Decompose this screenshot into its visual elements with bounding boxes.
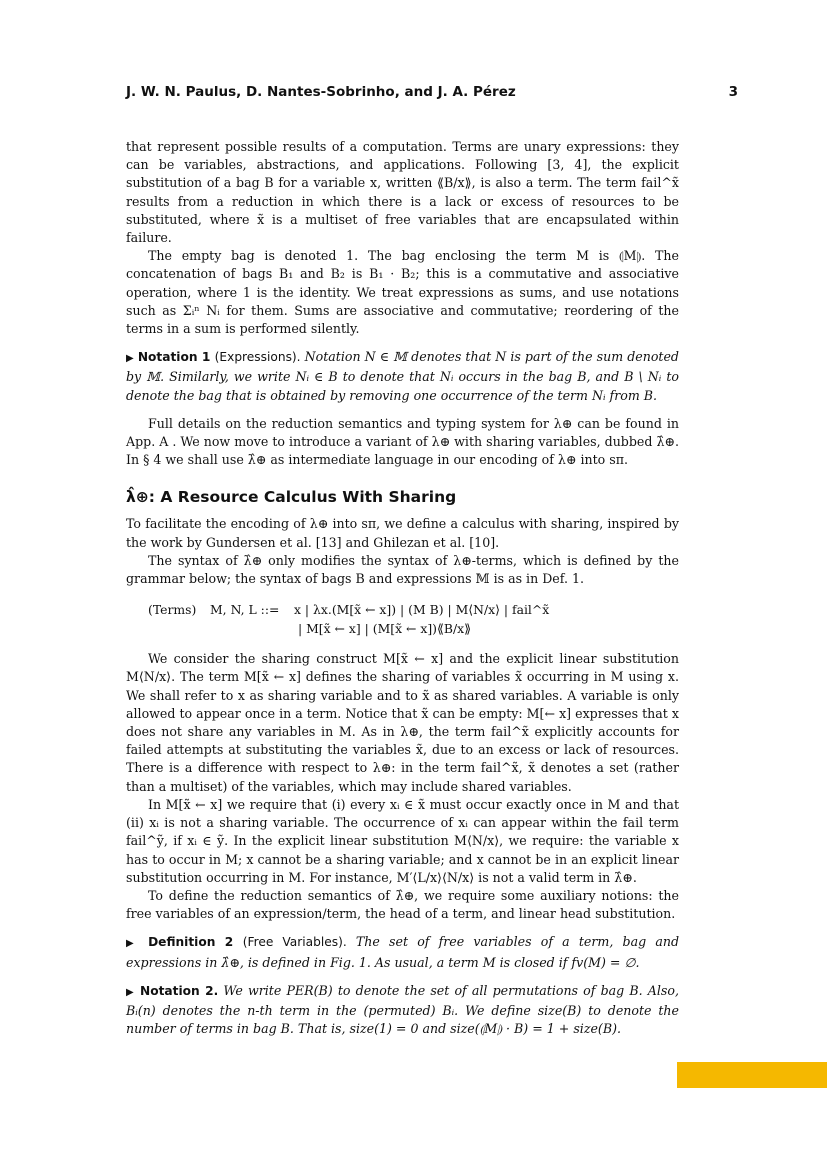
page-body bbox=[126, 138, 679, 1038]
authors: J. W. N. Paulus, D. Nantes-Sobrinho, and J. A. Pérez bbox=[126, 84, 516, 100]
definition-2 bbox=[126, 933, 679, 971]
notation-1-text: Notation N ∈ 𝕄 denotes that N is part of the sum denoted by 𝕄. Similarly, we write Nᵢ ∈ B to denote that Nᵢ occurs in the bag B, and B \ Nᵢ to denote the bag that is obtained by removing one occurrence of the term Nᵢ from B. bbox=[126, 349, 679, 403]
definition-2-text: The set of free variables of a term, bag and expressions in λ̂⊕, is defined in Fig. 1. As usual, a term M is closed if fv(M) = ∅. bbox=[126, 934, 679, 970]
triangle-icon: ▶ bbox=[126, 353, 134, 365]
grammar-line-1: x | λx.(M[x̃ ← x]) | (M B) | M⟨N/x⟩ | fail^x̃ bbox=[294, 602, 550, 618]
paragraph-1: that represent possible results of a computation. Terms are unary expressions: they can be variables, abstractions, and applications. Following [3, 4], the explicit substitution of a bag B for a variable x, written ⟪B/x⟫, is also a term. The term fail^x̃ results from a reduction in which there is a lack or excess of resources to be substituted, where x̃ is a multiset of free variables that are encapsulated within failure. bbox=[126, 139, 679, 246]
grammar-lhs: M, N, L ::= bbox=[210, 602, 280, 618]
notation-2 bbox=[126, 982, 679, 1039]
paragraph-3: Full details on the reduction semantics and typing system for λ⊕ can be found in App. A . We now move to introduce a variant of λ⊕ with sharing variables, dubbed λ̂⊕. In § 4 we shall use λ̂⊕ as intermediate language in our encoding of λ⊕ into sπ. bbox=[126, 415, 679, 468]
triangle-icon: ▶ bbox=[126, 986, 135, 998]
paragraph-5: The syntax of λ̂⊕ only modifies the syntax of λ⊕-terms, which is defined by the grammar below; the syntax of bags B and expressions 𝕄 is as in Def. 1. bbox=[126, 552, 679, 587]
definition-2-label: Definition 2 bbox=[148, 935, 234, 950]
notation-2-text: We write PER(B) to denote the set of all permutations of bag B. Also, Bᵢ(n) denotes the n-th term in the (permuted) Bᵢ. We define size(B) to denote the number of terms in bag B. That is, size(1) = 0 and size(⦇M⦈ · B) = 1 + size(B). bbox=[126, 982, 679, 1037]
section-title: λ̂⊕: A Resource Calculus With Sharing bbox=[126, 488, 457, 507]
running-head bbox=[126, 84, 738, 100]
paragraph-4: To facilitate the encoding of λ⊕ into sπ, we define a calculus with sharing, inspired by the work by Gundersen et al. [13] and Ghilezan et al. [10]. bbox=[126, 516, 679, 550]
grammar-line-2: | M[x̃ ← x] | (M[x̃ ← x])⟪B/x⟫ bbox=[298, 621, 472, 637]
notation-1-title: (Expressions). bbox=[214, 350, 301, 365]
triangle-icon: ▶ bbox=[126, 938, 139, 950]
notation-1 bbox=[126, 348, 679, 405]
paragraph-8: To define the reduction semantics of λ̂⊕, we require some auxiliary notions: the free variables of an expression/term, the head of a term, and linear head substitution. bbox=[126, 887, 679, 922]
notation-1-label: Notation 1 bbox=[137, 350, 211, 365]
paragraph-6: We consider the sharing construct M[x̃ ← x] and the explicit linear substitution M⟨N/x⟩. The term M[x̃ ← x] defines the sharing of variables x̃ occurring in M using x. We shall refer to x as sharing variable and to x̃ as shared variables. A variable is only allowed to appear once in a term. Notice that x̃ can be empty: M[← x] expresses that x does not share any variables in M. As in λ⊕, the term fail^x̃ explicitly accounts for failed attempts at substituting the variables x̃, due to an excess or lack of resources. There is a difference with respect to λ⊕: in the term fail^x̃, x̃ denotes a set (rather than a multiset) of the variables, which may include shared variables. bbox=[126, 651, 679, 794]
paragraph-7: In M[x̃ ← x] we require that (i) every xᵢ ∈ x̃ must occur exactly once in M and that (ii) xᵢ is not a sharing variable. The occurrence of xᵢ can appear within the fail term fail^ỹ, if xᵢ ∈ ỹ. In the explicit linear substitution M⟨N/x⟩, we require: the variable x has to occur in M; x cannot be a sharing variable; and x cannot be in an explicit linear substitution occurring in M. For instance, M′⟨L/x⟩⟨N/x⟩ is not a valid term in λ̂⊕. bbox=[126, 796, 679, 885]
grammar-label: (Terms) bbox=[148, 602, 197, 618]
terms-grammar bbox=[148, 600, 679, 638]
page-number: 3 bbox=[728, 84, 738, 100]
thumb-index-tab bbox=[677, 1062, 827, 1088]
paragraph-2: The empty bag is denoted 1. The bag enclosing the term M is ⦇M⦈. The concatenation of bags B₁ and B₂ is B₁ · B₂; this is a commutative and associative operation, where 1 is the identity. We treat expressions as sums, and use notations such as Σᵢⁿ Nᵢ for them. Sums are associative and commutative; reordering of the terms in a sum is performed silently. bbox=[126, 248, 679, 337]
definition-2-title: (Free Variables). bbox=[242, 935, 347, 950]
notation-2-label: Notation 2. bbox=[140, 983, 219, 998]
